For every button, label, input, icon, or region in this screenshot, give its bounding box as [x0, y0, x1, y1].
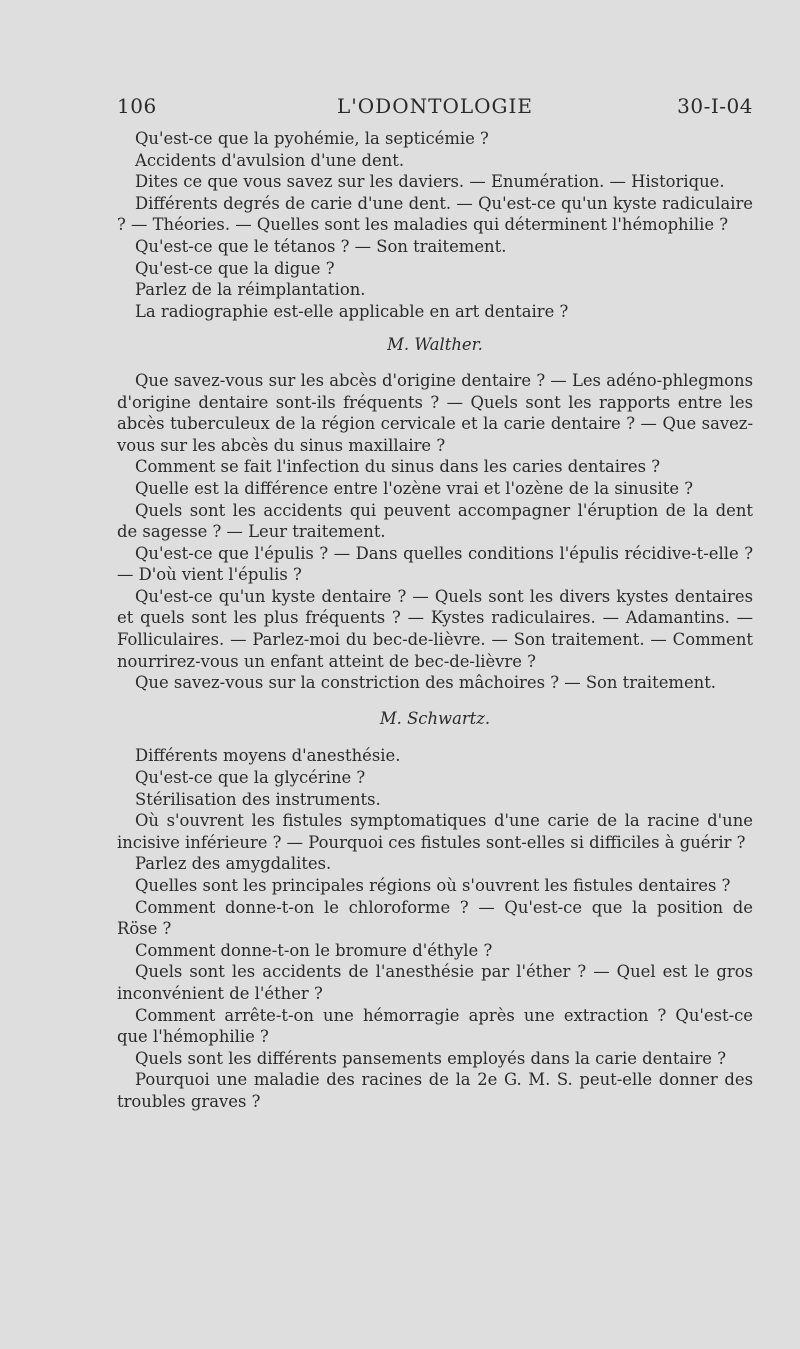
- question-paragraph: Parlez de la réimplantation.: [135, 280, 366, 300]
- question-paragraph: Comment arrête-t-on une hémorragie après une extraction ? Qu'est-ce que l'hémophilie ?: [117, 1005, 753, 1047]
- question-paragraph: Qu'est-ce que la digue ?: [135, 258, 335, 278]
- question-paragraph: Quelle est la différence entre l'ozène vrai et l'ozène de la sinusite ?: [135, 478, 694, 498]
- question-paragraph: Qu'est-ce que la glycérine ?: [135, 768, 366, 788]
- examiner-heading-schwartz: M. Schwartz.: [379, 708, 491, 728]
- question-paragraph: Que savez-vous sur la constriction des mâchoires ? — Son traitement.: [135, 673, 716, 693]
- question-paragraph: Comment donne-t-on le chloroforme ? — Qu'est-ce que la position de Röse ?: [117, 897, 753, 939]
- question-paragraph: Quels sont les accidents qui peuvent accompagner l'éruption de la dent de sagesse ? — Leur traitement.: [117, 500, 753, 542]
- journal-title: L'ODONTOLOGIE: [337, 94, 533, 118]
- question-paragraph: Qu'est-ce que la pyohémie, la septicémie ?: [135, 129, 489, 148]
- question-paragraph: Dites ce que vous savez sur les daviers. — Enumération. — Historique.: [135, 172, 725, 192]
- question-paragraph: Que savez-vous sur les abcès d'origine dentaire ? — Les adéno-phlegmons d'origine dentaire sont-ils fréquents ? — Quels sont les rapports entre les abcès tuberculeux de la région cervicale et la carie dentaire ? — Que savez-vous sur les abcès du sinus maxillaire ?: [117, 370, 753, 455]
- question-paragraph: Quelles sont les principales régions où s'ouvrent les fistules dentaires ?: [135, 876, 731, 895]
- question-paragraph: Quels sont les accidents de l'anesthésie par l'éther ? — Quel est le gros inconvénient de l'éther ?: [117, 962, 753, 1003]
- page-body: [117, 128, 753, 1113]
- issue-date: 30-I-04: [677, 94, 753, 118]
- question-paragraph: Accidents d'avulsion d'une dent.: [135, 150, 405, 170]
- question-paragraph: Parlez des amygdalites.: [135, 854, 332, 874]
- question-paragraph: Pourquoi une maladie des racines de la 2e G. M. S. peut-elle donner des troubles graves ?: [117, 1070, 753, 1111]
- question-paragraph: Comment se fait l'infection du sinus dans les caries dentaires ?: [135, 457, 660, 477]
- question-paragraph: Différents moyens d'anesthésie.: [135, 746, 401, 766]
- running-header: [117, 94, 753, 120]
- question-paragraph: Quels sont les différents pansements employés dans la carie dentaire ?: [135, 1048, 726, 1068]
- question-paragraph: Qu'est-ce que le tétanos ? — Son traitement.: [135, 236, 507, 256]
- question-paragraph: Où s'ouvrent les fistules symptomatiques d'une carie de la racine d'une incisive inférieure ? — Pourquoi ces fistules sont-elles si difficiles à guérir ?: [117, 811, 753, 852]
- question-paragraph: Qu'est-ce qu'un kyste dentaire ? — Quels sont les divers kystes dentaires et quels sont les plus fréquents ? — Kystes radiculaires. — Adamantins. — Folliculaires. — Parlez-moi du bec-de-lièvre. — Son traitement. — Comment nourrirez-vous un enfant atteint de bec-de-lièvre ?: [117, 586, 753, 671]
- question-paragraph: Différents degrés de carie d'une dent. — Qu'est-ce qu'un kyste radiculaire ? — Théories. — Quelles sont les maladies qui déterminent l'hémophilie ?: [117, 193, 753, 235]
- examiner-heading-walther: M. Walther.: [387, 335, 483, 355]
- question-paragraph: La radiographie est-elle applicable en art dentaire ?: [135, 301, 569, 321]
- page-number: 106: [117, 94, 157, 118]
- question-paragraph: Stérilisation des instruments.: [135, 789, 381, 809]
- question-paragraph: Comment donne-t-on le bromure d'éthyle ?: [135, 940, 493, 960]
- question-paragraph: Qu'est-ce que l'épulis ? — Dans quelles conditions l'épulis récidive-t-elle ? — D'où vient l'épulis ?: [117, 543, 753, 585]
